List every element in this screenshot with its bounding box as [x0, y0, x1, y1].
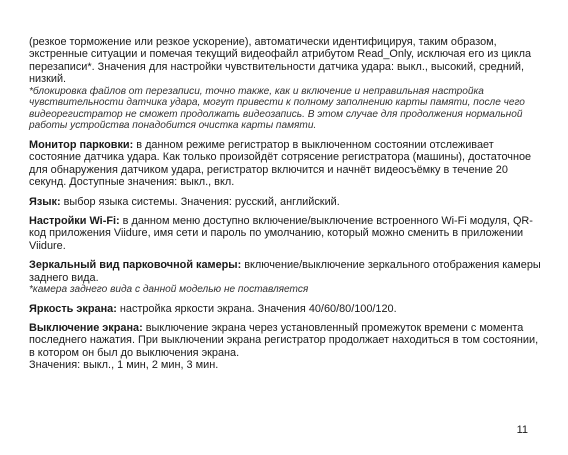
section-body: включение/выключение зеркального отображения камеры заднего вида.: [29, 259, 541, 284]
section-title: Яркость экрана:: [29, 302, 117, 315]
section-title: Язык:: [29, 195, 61, 208]
section-body: в данном режиме регистратор в выключенном состоянии отслеживает состояние датчика удара. Как только произойдёт сотрясение регистратора (машины), достаточное для обнаружения датчиком удара, регистратор включится и начнёт видеосъёмку в течение 20 секунд. Доступные значения: выкл., вкл.: [29, 139, 532, 189]
section-body: настройка яркости экрана. Значения 40/60/80/100/120.: [116, 302, 397, 315]
section-screen-off: [29, 322, 541, 359]
intro-footnote: *блокировка файлов от перезаписи, точно также, как и включение и неправильная настройка чувствительности датчика удара, могут привести к полному заполнению карты памяти, после чего видеорегистратор не сможет продолжать видеозапись. В этом случае для продолжения нормальной работы устройства понадобится очистка карты памяти.: [29, 85, 525, 132]
intro-paragraph: (резкое торможение или резкое ускорение), автоматически идентифицируя, таким образом, экстренные ситуации и помечая текущий видеофайл атрибутом Read_Only, исключая его из цикла перезаписи*. Значения для настройки чувствительности датчика удара: выкл., высокий, средний, низкий.: [29, 36, 532, 86]
section-title: Настройки Wi-Fi:: [29, 215, 120, 228]
mirror-view-footnote: *камера заднего вида с данной моделью не поставляется: [29, 284, 309, 296]
section-screen-brightness: [29, 303, 541, 315]
section-body: выбор языка системы. Значения: русский, английский.: [60, 195, 340, 208]
page-number: 11: [516, 424, 528, 436]
document-page: [29, 36, 541, 372]
section-title: Монитор парковки:: [29, 139, 134, 151]
section-body: выключение экрана через установленный промежуток времени с момента последнего нажатия. При выключении экрана регистратор продолжает находиться в том состоянии, в котором он был до выключения экрана.: [29, 322, 539, 359]
section-language: [29, 196, 541, 208]
section-mirror-view: [29, 259, 541, 284]
section-parking-monitor: [29, 139, 541, 189]
screen-off-values: Значения: выкл., 1 мин, 2 мин, 3 мин.: [29, 359, 219, 372]
section-wifi-settings: [29, 215, 541, 252]
section-title: Зеркальный вид парковочной камеры:: [29, 259, 242, 272]
section-title: Выключение экрана:: [29, 322, 143, 335]
section-body: в данном меню доступно включение/выключение встроенного Wi-Fi модуля, QR-код приложения Viidure, имя сети и пароль по умолчанию, который можно сменить в приложении Viidure.: [29, 215, 533, 252]
